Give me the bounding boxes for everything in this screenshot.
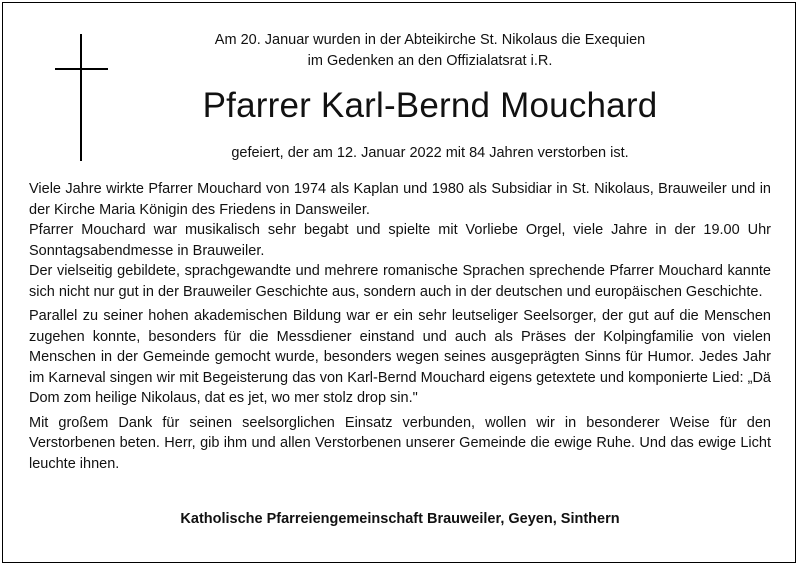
paragraph-pastoral: Parallel zu seiner hohen akademischen Bildung war er ein sehr leutseliger Seelsorger, der gut auf die Menschen zugehen konnte, besonders für die Messdiener einstand und auch als Präses der Kolpingfamilie von vielen Menschen in der Gemeinde gemocht wurde, besonders wegen seines ausgeprägten Sinns für Humor. Jedes Jahr im Karneval singen wir mit Begeisterung das von Karl-Bernd Mouchard eigens getextete und komponierte Lied: „Dä Dom zom heilige Nikolaus, dat es jet, wo mer stolz drop sin."	[29, 308, 771, 406]
signature: Katholische Pfarreiengemeinschaft Brauweiler, Geyen, Sinthern	[180, 511, 620, 527]
obituary-body	[29, 179, 771, 474]
intro-text	[130, 30, 730, 72]
cross-horizontal-bar	[55, 68, 108, 70]
death-date-line: gefeiert, der am 12. Januar 2022 mit 84 Jahren verstorben ist.	[231, 145, 629, 161]
paragraph-music: Pfarrer Mouchard war musikalisch sehr begabt und spielte mit Vorliebe Orgel, viele Jahre in der 19.00 Uhr Sonntagsabendmesse in Brauweiler.	[29, 222, 771, 259]
intro-line-1: Am 20. Januar wurden in der Abteikirche St. Nikolaus die Exequien	[214, 32, 646, 48]
paragraph-career: Viele Jahre wirkte Pfarrer Mouchard von 1974 als Kaplan und 1980 als Subsidiar in St. Nikolaus, Brauweiler und in der Kirche Maria Königin des Friedens in Dansweiler.	[29, 181, 771, 218]
deceased-name: Pfarrer Karl-Bernd Mouchard	[202, 86, 658, 125]
paragraph-education: Der vielseitig gebildete, sprachgewandte und mehrere romanische Sprachen sprechende Pfarrer Mouchard kannte sich nicht nur gut in der Brauweiler Geschichte aus, sondern auch in der deutschen und europäischen Geschichte.	[29, 263, 771, 300]
cross-vertical-bar	[80, 34, 82, 161]
intro-line-2: im Gedenken an den Offizialatsrat i.R.	[307, 53, 553, 69]
paragraph-prayer: Mit großem Dank für seinen seelsorglichen Einsatz verbunden, wollen wir in besonderer Weise für den Verstorbenen beten. Herr, gib ihm und allen Verstorbenen unserer Gemeinde die ewige Ruhe. Und das ewige Licht leuchte ihnen.	[29, 414, 771, 472]
